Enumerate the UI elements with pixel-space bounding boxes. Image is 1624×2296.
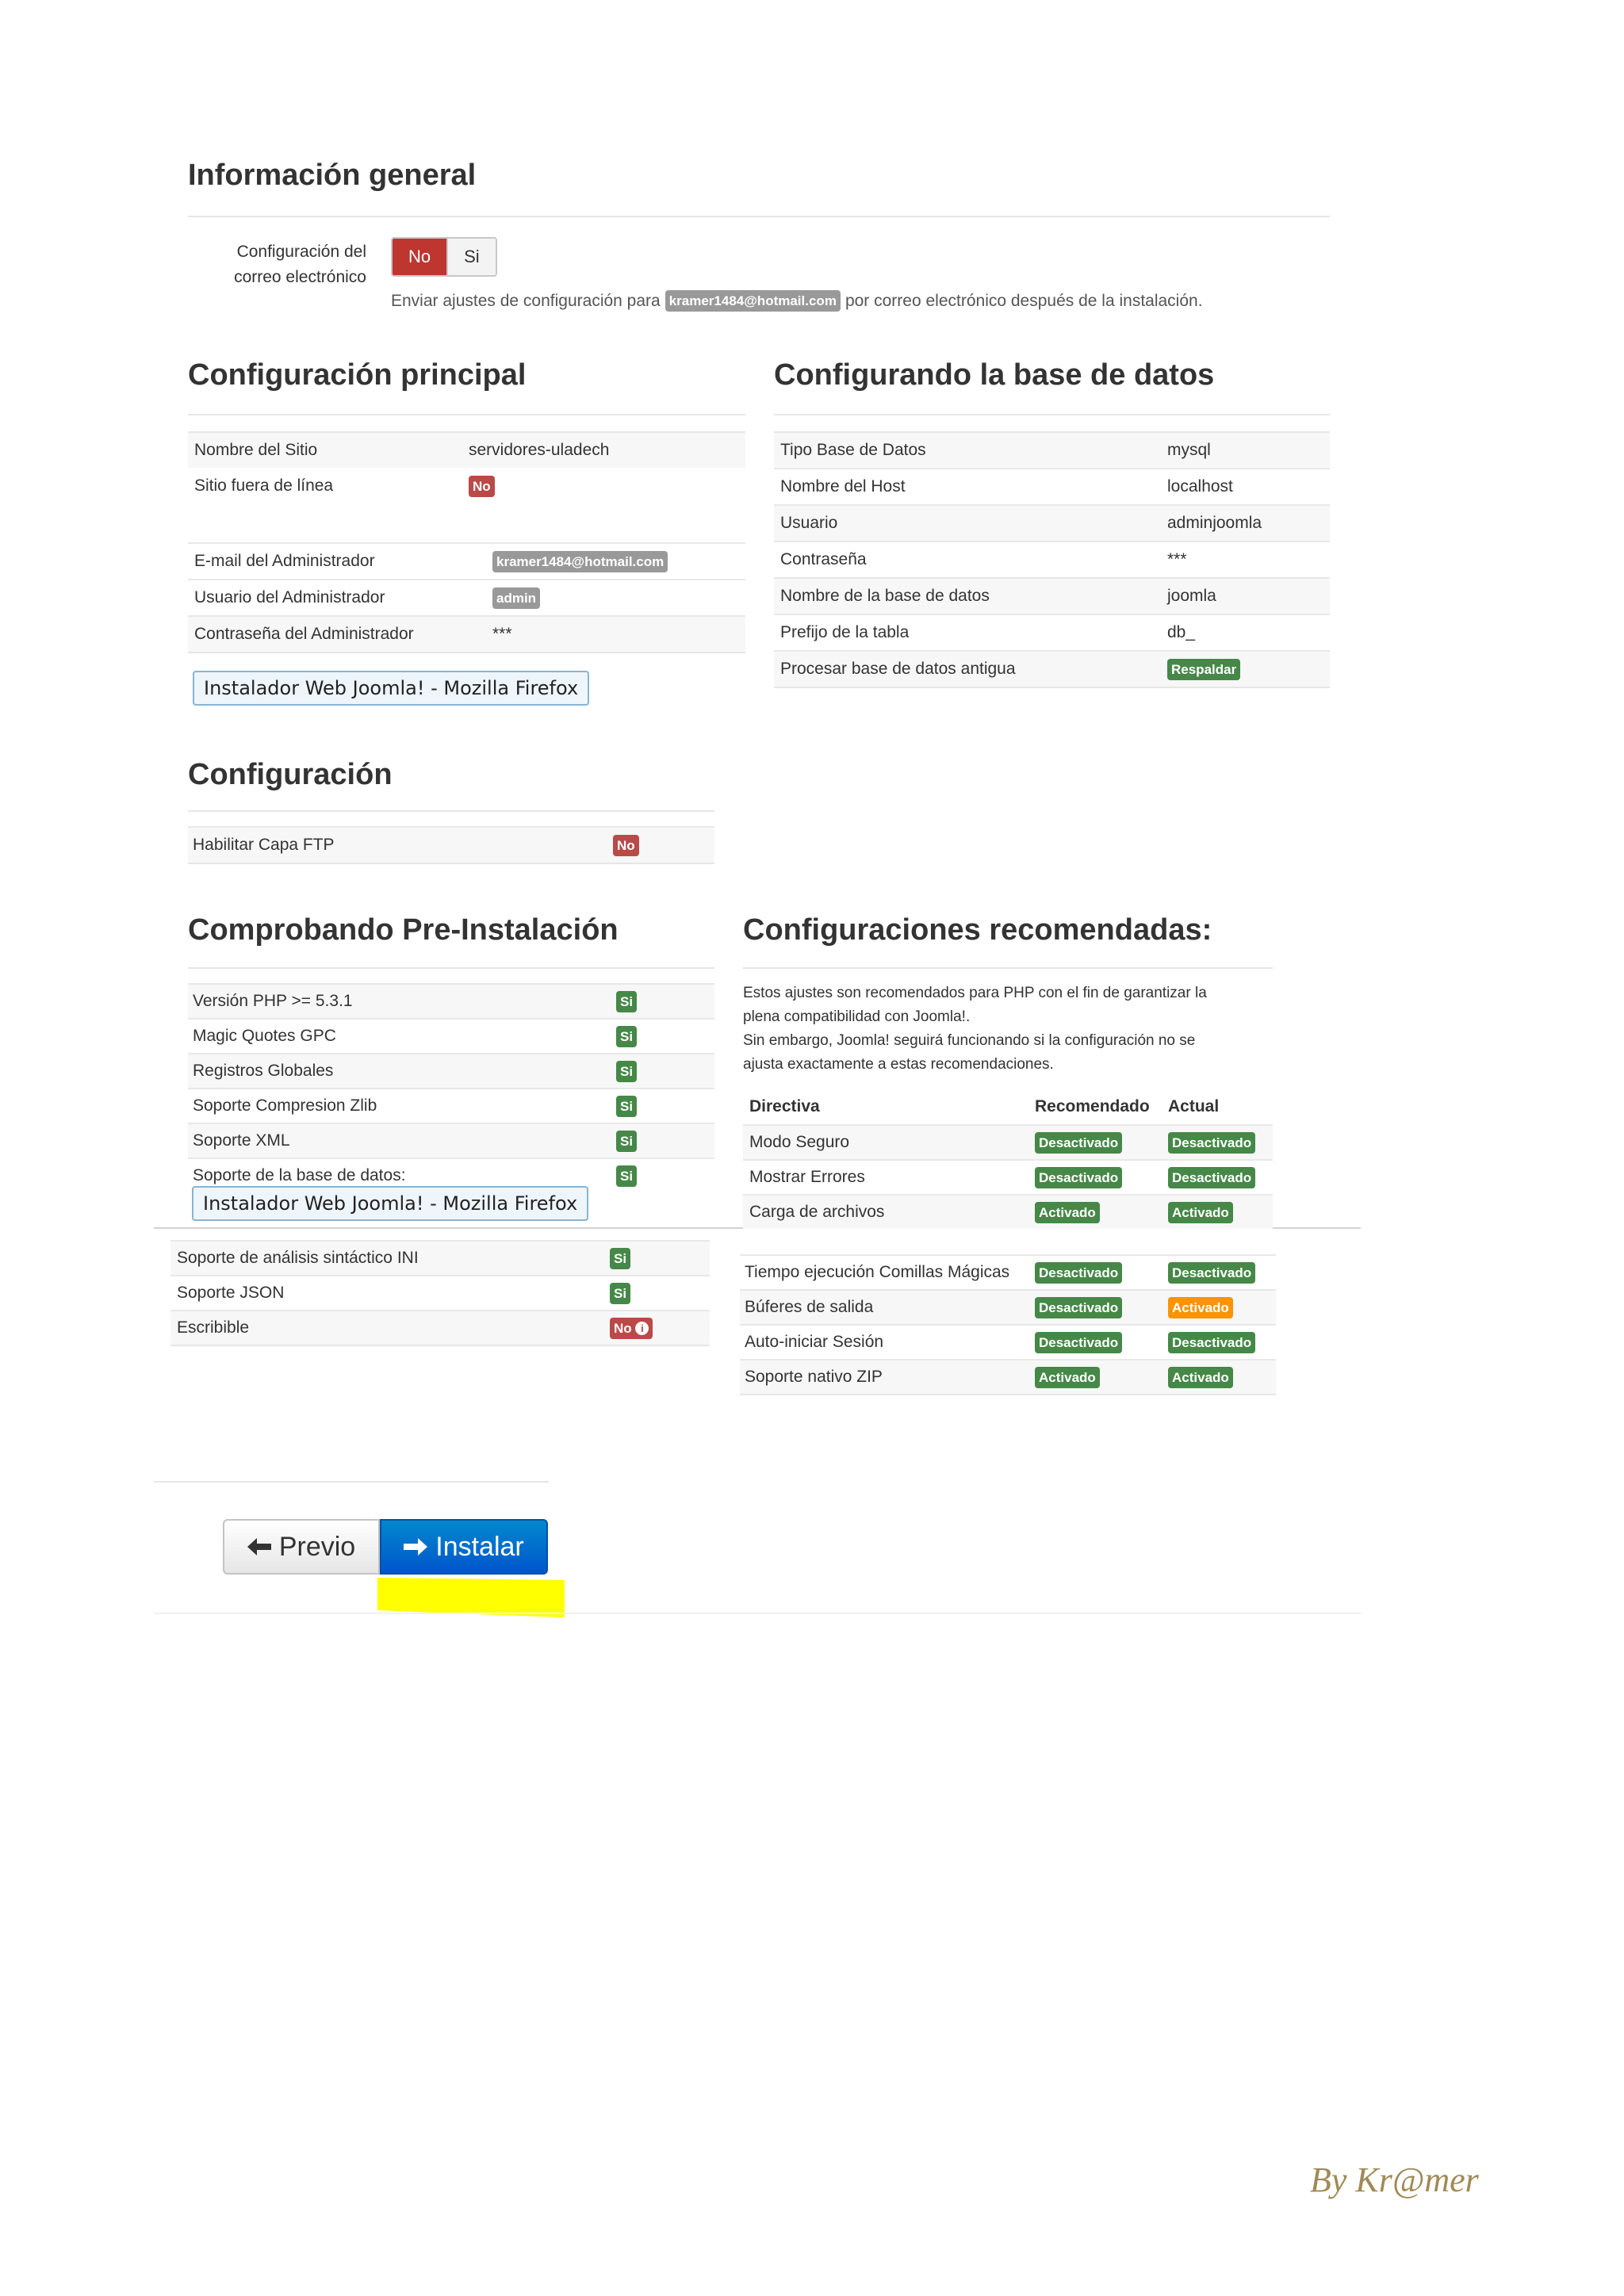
recommended-badge: Desactivado bbox=[1035, 1167, 1122, 1188]
row-label: Nombre del Sitio bbox=[194, 441, 318, 459]
author-signature: By Kr@mer bbox=[1310, 2160, 1479, 2199]
table-row bbox=[170, 1310, 710, 1345]
backup-badge: Respaldar bbox=[1167, 659, 1240, 680]
table-row bbox=[170, 1275, 710, 1310]
row-label: Soporte de análisis sintáctico INI bbox=[177, 1249, 419, 1267]
help-text-after: por correo electrónico después de la instalación. bbox=[845, 291, 1203, 310]
writable-badge-text: No bbox=[614, 1320, 632, 1336]
actual-badge: Desactivado bbox=[1168, 1262, 1255, 1284]
database-title: Configurando la base de datos bbox=[774, 358, 1215, 392]
table-row bbox=[188, 1088, 714, 1123]
check-badge: Si bbox=[616, 1131, 637, 1152]
recommended-badge: Desactivado bbox=[1035, 1297, 1122, 1318]
divider bbox=[170, 1345, 710, 1346]
row-label: Contraseña bbox=[780, 550, 867, 568]
col-header-actual: Actual bbox=[1168, 1097, 1220, 1115]
table-row bbox=[774, 431, 1330, 468]
table-row bbox=[170, 1240, 710, 1275]
check-badge: Si bbox=[610, 1283, 630, 1304]
desc-line: plena compatibilidad con Joomla!. bbox=[743, 1008, 971, 1025]
row-label: Nombre de la base de datos bbox=[780, 587, 990, 605]
recommended-badge: Desactivado bbox=[1035, 1332, 1122, 1353]
config-title: Configuración bbox=[188, 758, 393, 791]
row-label: Versión PHP >= 5.3.1 bbox=[193, 992, 353, 1010]
table-row bbox=[774, 468, 1330, 504]
row-value: adminjoomla bbox=[1167, 514, 1262, 532]
check-badge: Si bbox=[616, 1026, 637, 1047]
row-value: *** bbox=[1167, 550, 1187, 568]
toggle-no-button[interactable]: No bbox=[393, 239, 446, 275]
preinstall-title: Comprobando Pre-Instalación bbox=[188, 913, 619, 947]
offline-badge: No bbox=[469, 476, 495, 497]
row-label: Registros Globales bbox=[193, 1062, 334, 1080]
table-row bbox=[188, 542, 745, 579]
table-row bbox=[774, 614, 1330, 650]
row-value: localhost bbox=[1167, 477, 1233, 496]
install-button-label: Instalar bbox=[435, 1531, 524, 1562]
table-row bbox=[740, 1324, 1276, 1359]
row-label: Soporte XML bbox=[193, 1131, 290, 1150]
row-label: Tiempo ejecución Comillas Mágicas bbox=[745, 1263, 1010, 1281]
row-label: Auto-iniciar Sesión bbox=[745, 1333, 884, 1351]
table-row bbox=[743, 1194, 1273, 1229]
row-label: Soporte nativo ZIP bbox=[745, 1368, 883, 1386]
check-badge: Si bbox=[610, 1248, 630, 1269]
previous-button-label: Previo bbox=[278, 1531, 356, 1562]
check-badge: Si bbox=[616, 1061, 637, 1082]
table-row bbox=[774, 541, 1330, 577]
row-label: Habilitar Capa FTP bbox=[193, 836, 335, 854]
email-config-label-line2: correo electrónico bbox=[234, 268, 366, 286]
table-row bbox=[774, 650, 1330, 687]
row-value: db_ bbox=[1167, 623, 1196, 641]
table-row bbox=[188, 468, 745, 504]
row-label: Nombre del Host bbox=[780, 477, 906, 496]
email-config-label bbox=[227, 239, 366, 290]
recommended-title: Configuraciones recomendadas: bbox=[743, 913, 1212, 947]
recommended-description bbox=[743, 982, 1207, 1077]
check-badge: Si bbox=[616, 1096, 637, 1117]
row-label: Magic Quotes GPC bbox=[193, 1027, 336, 1045]
general-title: Información general bbox=[188, 159, 477, 192]
row-label: Usuario bbox=[780, 514, 838, 532]
actual-badge: Activado bbox=[1168, 1367, 1233, 1388]
row-label: Carga de archivos bbox=[749, 1203, 885, 1221]
row-value: servidores-uladech bbox=[469, 441, 610, 459]
row-label: Contraseña del Administrador bbox=[194, 625, 414, 643]
yellow-highlight-mark bbox=[377, 1578, 565, 1617]
divider bbox=[774, 414, 1330, 415]
install-button[interactable] bbox=[380, 1519, 548, 1575]
divider bbox=[188, 810, 714, 812]
row-value: joomla bbox=[1167, 587, 1216, 605]
recommended-badge: Activado bbox=[1035, 1367, 1100, 1388]
table-row bbox=[774, 577, 1330, 614]
recommended-badge: Activado bbox=[1035, 1202, 1100, 1223]
row-label: Sitio fuera de línea bbox=[194, 476, 334, 495]
row-label: Soporte Compresion Zlib bbox=[193, 1096, 377, 1115]
table-row bbox=[188, 1053, 714, 1088]
table-row bbox=[188, 826, 714, 863]
check-badge: Si bbox=[616, 1165, 637, 1187]
row-value: *** bbox=[492, 625, 512, 643]
admin-user-badge: admin bbox=[492, 587, 540, 609]
row-label: Soporte JSON bbox=[177, 1284, 285, 1302]
divider bbox=[188, 863, 714, 864]
table-row bbox=[743, 1124, 1273, 1159]
arrow-left-icon bbox=[247, 1532, 271, 1563]
row-label: Prefijo de la tabla bbox=[780, 623, 910, 641]
divider bbox=[774, 687, 1330, 688]
email-config-help bbox=[391, 290, 1203, 312]
table-row bbox=[188, 615, 745, 652]
table-row bbox=[740, 1289, 1276, 1324]
col-header-directive: Directiva bbox=[749, 1097, 820, 1115]
firefox-tooltip: Instalador Web Joomla! - Mozilla Firefox bbox=[192, 1186, 588, 1221]
writable-badge bbox=[610, 1318, 653, 1339]
divider bbox=[743, 967, 1273, 969]
table-row bbox=[774, 504, 1330, 541]
row-label: Tipo Base de Datos bbox=[780, 441, 926, 459]
actual-badge: Desactivado bbox=[1168, 1332, 1255, 1353]
row-label: Soporte de la base de datos: bbox=[193, 1166, 406, 1184]
table-row bbox=[740, 1359, 1276, 1394]
toggle-si-button[interactable]: Si bbox=[446, 239, 496, 275]
table-row bbox=[188, 1123, 714, 1158]
col-header-recommended: Recomendado bbox=[1035, 1097, 1150, 1115]
arrow-right-icon bbox=[404, 1532, 427, 1563]
help-text-before: Enviar ajustes de configuración para bbox=[391, 291, 661, 310]
table-row bbox=[188, 579, 745, 615]
table-row bbox=[740, 1254, 1276, 1289]
check-badge: Si bbox=[616, 991, 637, 1012]
email-config-toggle[interactable] bbox=[391, 237, 497, 277]
actual-badge: Desactivado bbox=[1168, 1167, 1255, 1188]
divider bbox=[740, 1394, 1276, 1395]
table-header bbox=[743, 1089, 1273, 1124]
actual-badge: Desactivado bbox=[1168, 1132, 1255, 1154]
divider bbox=[188, 967, 714, 969]
table-row bbox=[188, 983, 714, 1018]
actual-badge-warning: Activado bbox=[1168, 1297, 1233, 1318]
recommended-badge: Desactivado bbox=[1035, 1132, 1122, 1154]
admin-email-badge: kramer1484@hotmail.com bbox=[492, 551, 668, 572]
table-row bbox=[188, 431, 745, 468]
row-label: Búferes de salida bbox=[745, 1298, 874, 1316]
row-label: E-mail del Administrador bbox=[194, 552, 375, 570]
desc-line: Sin embargo, Joomla! seguirá funcionando si la configuración no se bbox=[743, 1032, 1196, 1049]
divider bbox=[154, 1481, 549, 1483]
row-label: Usuario del Administrador bbox=[194, 588, 385, 607]
previous-button[interactable] bbox=[223, 1519, 380, 1575]
help-email-badge: kramer1484@hotmail.com bbox=[665, 290, 841, 312]
divider bbox=[188, 216, 1330, 217]
row-label: Mostrar Errores bbox=[749, 1168, 865, 1186]
main-config-title: Configuración principal bbox=[188, 358, 527, 392]
email-config-label-line1: Configuración del bbox=[236, 243, 366, 261]
divider bbox=[154, 1613, 1361, 1614]
row-value: mysql bbox=[1167, 441, 1211, 459]
firefox-tooltip: Instalador Web Joomla! - Mozilla Firefox bbox=[193, 671, 589, 706]
divider bbox=[188, 414, 745, 415]
ftp-badge: No bbox=[613, 835, 639, 856]
actual-badge: Activado bbox=[1168, 1202, 1233, 1223]
recommended-badge: Desactivado bbox=[1035, 1262, 1122, 1284]
divider bbox=[188, 652, 745, 653]
info-icon[interactable]: i bbox=[635, 1322, 649, 1335]
row-label: Procesar base de datos antigua bbox=[780, 660, 1016, 678]
row-label: Escribible bbox=[177, 1318, 250, 1337]
table-row bbox=[743, 1159, 1273, 1194]
desc-line: Estos ajustes son recomendados para PHP con el fin de garantizar la bbox=[743, 985, 1207, 1001]
table-row bbox=[188, 1018, 714, 1053]
desc-line: ajusta exactamente a estas recomendaciones. bbox=[743, 1056, 1054, 1073]
row-label: Modo Seguro bbox=[749, 1133, 850, 1151]
